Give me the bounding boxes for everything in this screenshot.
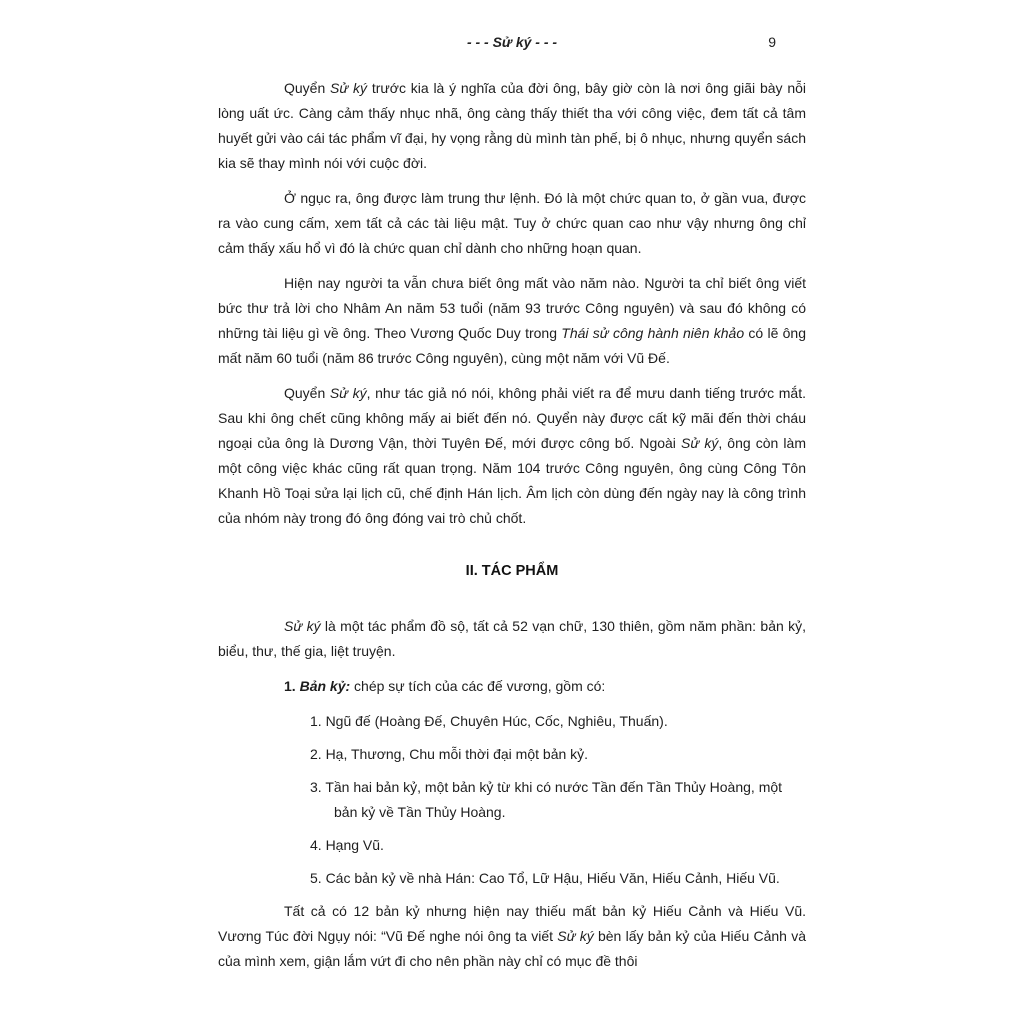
text-segment: II. TÁC PHẨM: [465, 563, 559, 579]
text-segment: chép sự tích của các đế vương, gồm có:: [350, 678, 606, 694]
text-segment: trước kia là ý nghĩa của đời ông, bây giờ còn là nơi ông giãi bày nỗi lòng uất ức. Càng cảm thấy nhục nhã, ông càng thấy thiết tha với công việc, đem tất cả tâm huyết gửi vào cái tác phẩm vĩ đại, hy vọng rằng dù mình tàn phế, bị ô nhục, nhưng quyển sách kia sẽ thay mình nói với cuộc đời.: [218, 80, 806, 171]
text-segment: Sử ký: [329, 385, 367, 401]
text-segment: Bản kỷ:: [299, 678, 351, 694]
text-segment: 3. Tần hai bản kỷ, một bản kỷ từ khi có nước Tần đến Tần Thủy Hoàng, một bản kỷ về Tần Thủy Hoàng.: [310, 779, 783, 820]
text-segment: , ông còn làm một công việc khác cũng rất quan trọng. Năm 104 trước Công nguyên, ông cùng Công Tôn Khanh Hồ Toại sửa lại lịch cũ, chế định Hán lịch. Âm lịch còn dùng đến ngày nay là công trình của nhóm này trong đó ông đóng vai trò chủ chốt.: [218, 435, 806, 526]
page-header: [218, 34, 806, 54]
text-segment: 1. Ngũ đế (Hoàng Đế, Chuyên Húc, Cốc, Nghiêu, Thuấn).: [310, 713, 668, 729]
text-segment: là một tác phẩm đồ sộ, tất cả 52 vạn chữ, 130 thiên, gồm năm phần: bản kỷ, biểu, thư, thế gia, liệt truyện.: [218, 618, 807, 659]
paragraph: [218, 614, 806, 664]
list-item: [310, 709, 806, 734]
list-item: [310, 775, 806, 825]
text-segment: 4. Hạng Vũ.: [310, 837, 384, 853]
list-item: [310, 742, 806, 767]
text-segment: Tất cả có 12 bản kỷ nhưng hiện nay thiếu mất bản kỷ Hiếu Cảnh và Hiếu Vũ. Vương Túc đời Ngụy nói: “Vũ Đế nghe nói ông ta viết: [218, 903, 806, 944]
page-content: [218, 76, 806, 974]
text-segment: 5. Các bản kỷ về nhà Hán: Cao Tổ, Lữ Hậu, Hiếu Văn, Hiếu Cảnh, Hiếu Vũ.: [310, 870, 780, 886]
text-segment: có lẽ ông mất năm 60 tuổi (năm 86 trước Công nguyên), cùng một năm với Vũ Đế.: [218, 325, 807, 366]
text-segment: 2. Hạ, Thương, Chu mỗi thời đại một bản kỷ.: [310, 746, 589, 762]
text-segment: Sử ký: [284, 618, 321, 634]
text-segment: Ở ngục ra, ông được làm trung thư lệnh. Đó là một chức quan to, ở gần vua, được ra vào cung cấm, xem tất cả các tài liệu mật. Tuy ở chức quan cao như vậy nhưng ông chỉ cảm thấy xấu hổ vì đó là chức quan chỉ dành cho những hoạn quan.: [218, 190, 806, 256]
text-segment: 1.: [284, 678, 300, 694]
paragraph: [218, 271, 806, 371]
paragraph: [218, 674, 806, 699]
paragraph: [218, 899, 806, 974]
text-segment: Quyển: [284, 385, 330, 401]
paragraph: [218, 381, 806, 531]
section-heading: [218, 559, 806, 584]
page-number: 9: [768, 34, 776, 50]
text-segment: Sử ký: [557, 928, 594, 944]
text-segment: Thái sử công hành niên khảo: [561, 325, 745, 341]
paragraph: [218, 186, 806, 261]
running-title: - - - Sử ký - - -: [466, 34, 558, 50]
text-segment: Quyển: [284, 80, 331, 96]
list-item: [310, 866, 806, 891]
text-segment: Sử ký: [681, 435, 719, 451]
text-segment: Sử ký: [330, 80, 368, 96]
text-segment: Hiện nay người ta vẫn chưa biết ông mất vào năm nào. Người ta chỉ biết ông viết bức thư trả lời cho Nhâm An năm 53 tuổi (năm 93 trước Công nguyên) và sau đó không có những tài liệu gì về ông. Theo Vương Quốc Duy trong: [218, 275, 806, 341]
list-item: [310, 833, 806, 858]
paragraph: [218, 76, 806, 176]
text-segment: , như tác giả nó nói, không phải viết ra để mưu danh tiếng trước mắt. Sau khi ông chết cũng không mấy ai biết đến nó. Quyển này được cất kỹ mãi đến thời cháu ngoại của ông là Dương Vận, thời Tuyên Đế, mới được công bố. Ngoài: [218, 385, 806, 451]
text-segment: bèn lấy bản kỷ của Hiếu Cảnh và của mình xem, giận lắm vứt đi cho nên phần này chỉ có mục đề thôi: [218, 928, 806, 969]
